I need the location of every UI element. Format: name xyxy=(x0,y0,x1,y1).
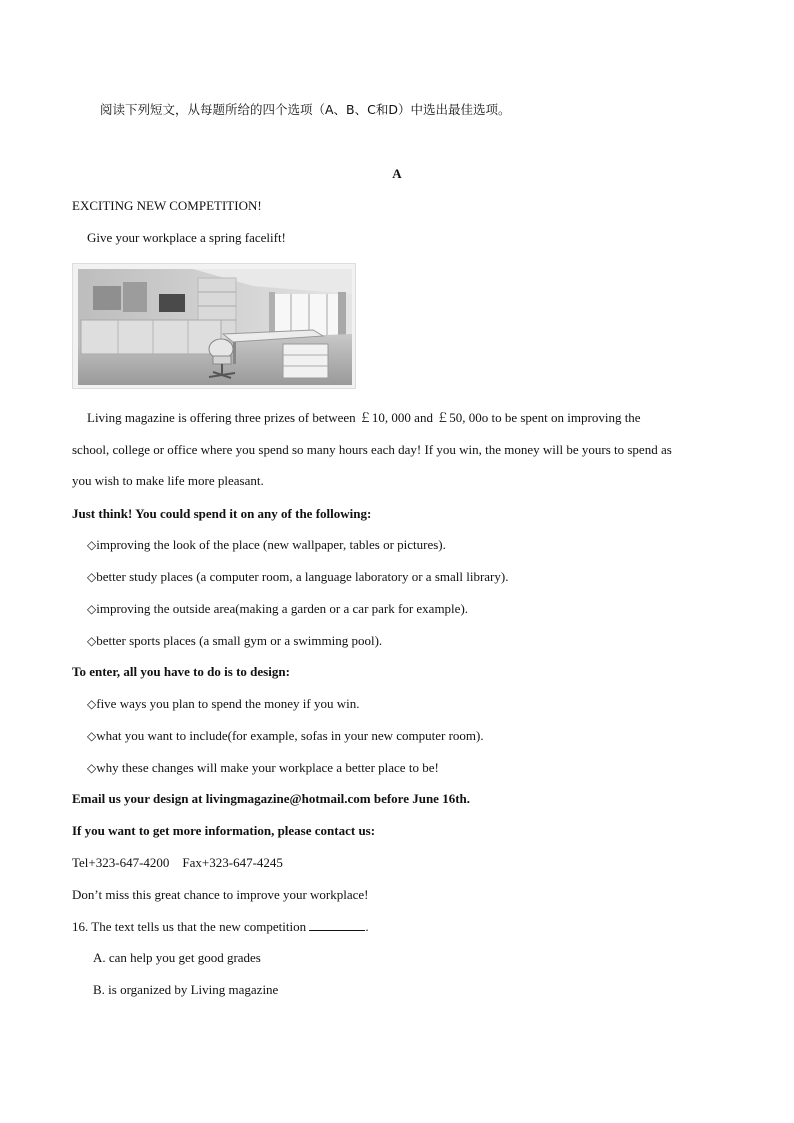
diamond-bullet-icon: ◇ xyxy=(87,697,97,711)
enter-heading: To enter, all you have to do is to design: xyxy=(72,664,290,679)
body-line-3: you wish to make life more pleasant. xyxy=(72,473,264,488)
office-room-illustration xyxy=(73,264,356,389)
think-heading: Just think! You could spend it on any of the following: xyxy=(72,506,372,521)
diamond-bullet-icon: ◇ xyxy=(87,602,97,616)
body-line-1: Living magazine is offering three prizes of between ￡10, 000 and ￡50, 00o to be spent on improving the xyxy=(87,410,641,425)
think-item-text: improving the look of the place (new wallpaper, tables or pictures). xyxy=(96,537,446,552)
option-b[interactable]: B. is organized by Living magazine xyxy=(93,982,279,997)
think-item-1 xyxy=(87,537,446,553)
answer-blank xyxy=(309,919,365,931)
contact-line: Tel+323-647-4200 Fax+323-647-4245 xyxy=(72,855,283,870)
enter-item-text: what you want to include(for example, sofas in your new computer room). xyxy=(96,728,484,743)
enter-item-3 xyxy=(87,760,439,776)
instruction: 阅读下列短文，从每题所给的四个选项（A、B、C和D）中选出最佳选项。 xyxy=(100,102,511,117)
subheadline: Give your workplace a spring facelift! xyxy=(87,230,286,245)
headline: EXCITING NEW COMPETITION! xyxy=(72,198,262,213)
think-item-3 xyxy=(87,601,468,617)
diamond-bullet-icon: ◇ xyxy=(87,570,97,584)
enter-item-2 xyxy=(87,728,484,744)
body-line-2: school, college or office where you spend so many hours each day! If you win, the money will be yours to spend as xyxy=(72,442,672,457)
question-16 xyxy=(72,919,369,935)
closing-line: Don’t miss this great chance to improve your workplace! xyxy=(72,887,369,902)
think-item-text: better study places (a computer room, a language laboratory or a small library). xyxy=(96,569,509,584)
email-line: Email us your design at livingmagazine@hotmail.com before June 16th. xyxy=(72,791,471,806)
enter-item-text: five ways you plan to spend the money if you win. xyxy=(96,696,360,711)
diamond-bullet-icon: ◇ xyxy=(87,761,97,775)
question-stem: 16. The text tells us that the new competition xyxy=(72,919,307,934)
think-item-2 xyxy=(87,569,508,585)
office-room-photo xyxy=(72,263,356,389)
think-item-text: better sports places (a small gym or a swimming pool). xyxy=(96,633,383,648)
option-a[interactable]: A. can help you get good grades xyxy=(93,950,261,965)
think-item-text: improving the outside area(making a garden or a car park for example). xyxy=(96,601,469,616)
diamond-bullet-icon: ◇ xyxy=(87,634,97,648)
think-item-4 xyxy=(87,633,382,649)
contact-heading: If you want to get more information, please contact us: xyxy=(72,823,376,838)
enter-item-1 xyxy=(87,696,359,712)
diamond-bullet-icon: ◇ xyxy=(87,729,97,743)
section-label: A xyxy=(392,166,402,181)
enter-item-text: why these changes will make your workplace a better place to be! xyxy=(96,760,439,775)
question-stem-end: . xyxy=(365,919,369,934)
diamond-bullet-icon: ◇ xyxy=(87,538,97,552)
